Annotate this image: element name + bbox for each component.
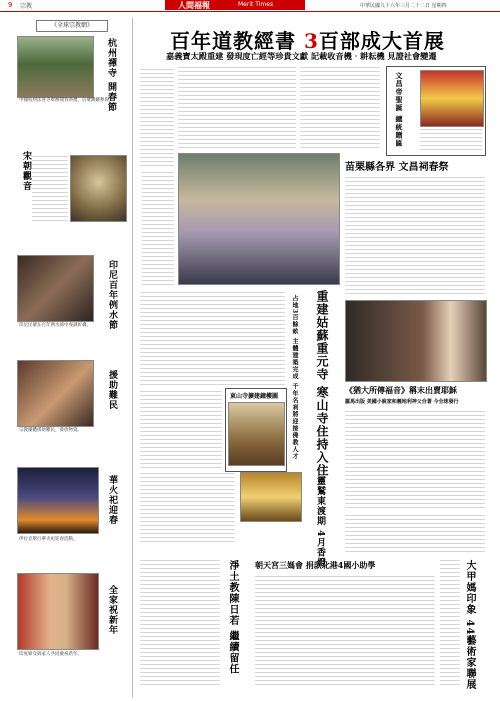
story-judas-subheadline: 羅馬出版 美國小說家和義地利神父合著 今全球發行 xyxy=(345,399,459,405)
photo-fire-festival xyxy=(17,467,99,534)
photo-plaque-ceremony xyxy=(420,70,484,127)
photo-refugee-aid xyxy=(17,360,94,427)
text-block-guanyin xyxy=(32,153,68,221)
story-lingjiu-text xyxy=(140,472,235,542)
sidebar-title-2: 宋朝觀音 xyxy=(21,151,31,191)
story-jingtu-headline: 淨土教陳日若 繼續留任 xyxy=(227,560,238,675)
main-subheadline: 嘉義寶太殿重建 發現度亡經等珍貴文獻 記載收音機‧耕耘機 見證社會變遷 xyxy=(166,51,437,61)
photo-judas-book xyxy=(345,300,487,382)
main-story-text-4 xyxy=(142,170,174,285)
section-label: 宗教 xyxy=(20,3,33,10)
main-story-text-3 xyxy=(140,66,174,166)
story-dajia-text xyxy=(440,560,460,685)
story-chaotian-text xyxy=(255,575,435,685)
story-chongyuan-text-2 xyxy=(140,388,222,468)
story-miaoli-text xyxy=(345,174,485,294)
sidebar-title-1: 杭州禪寺 開春節 xyxy=(106,38,116,113)
main-headline-part-b: 百部成大首展 xyxy=(318,29,445,53)
sidebar-caption-4: 宗教團體援助難民，發放物資。 xyxy=(19,428,82,433)
sidebar-title-3: 印尼百年例水節 xyxy=(107,260,117,330)
column-title: 《全球宗教網》 xyxy=(36,20,108,32)
story-chongyuan-subheadline: 占地3百餘畝 主體建築完成 千年名剎將迎接佛教人才 xyxy=(291,295,298,461)
photo-praying-women xyxy=(17,255,94,322)
photo-monk-ceremony xyxy=(240,472,302,522)
main-story-text-1 xyxy=(178,66,296,148)
main-headline-part-a: 百年道教經書 xyxy=(170,29,296,53)
page-number: 9 xyxy=(8,1,13,9)
sidebar-title-4: 援助難民 xyxy=(107,370,117,410)
main-headline-number: 3 xyxy=(303,29,319,53)
sidebar-caption-1: 中國杭州法喜寺舉辦開春典禮，信眾踴躍參與。 xyxy=(19,98,114,103)
issue-date: 中華民國九十六年三月二十二日 星期四 xyxy=(360,3,447,9)
photo-family-newyear xyxy=(17,573,99,650)
story-jingtu-text xyxy=(140,560,220,685)
temple-rendering-title: 東山寺擴建鐘樓圖 xyxy=(230,393,279,400)
photo-temple-forest xyxy=(17,36,94,98)
wenchang-text xyxy=(420,128,482,150)
story-dajia-headline: 大甲媽印象 44藝術家聯展 xyxy=(464,560,475,691)
story-judas-headline: 《猶大所傳福音》稱末出賣耶穌 xyxy=(345,385,457,395)
photo-scripture-display xyxy=(178,153,340,285)
story-chaotian-headline: 朝天宮三媽會 捐款北港4國小助學 xyxy=(255,560,376,570)
story-chongyuan-headline: 重建姑蘇重元寺 寒山寺住持入住 xyxy=(315,290,329,478)
main-story-text-2 xyxy=(300,66,380,148)
main-headline xyxy=(170,25,445,54)
sidebar-title-6: 全家祝新年 xyxy=(107,585,117,635)
sidebar-caption-5: 伊拉克舉行華火祀迎春活動。 xyxy=(19,537,78,542)
story-miaoli-headline: 苗栗縣各界 文昌祠春祭 xyxy=(345,162,449,173)
sidebar-caption-6: 印度婦女與家人共同慶祝新年。 xyxy=(19,652,82,657)
masthead-chinese: 人間福報 xyxy=(178,0,210,10)
story-chongyuan-text xyxy=(140,290,285,385)
photo-guanyin-statue xyxy=(70,155,127,222)
story-judas-text xyxy=(345,408,485,508)
sidebar-title-5: 華火祀迎春 xyxy=(107,475,117,525)
photo-temple-rendering xyxy=(228,402,285,466)
wenchang-title: 文昌帝聖誕 總統贈匾 xyxy=(395,72,404,148)
masthead-english: Merit Times xyxy=(238,1,274,8)
story-lingjiu-headline: 靈鷲東渡期 4月香燈 xyxy=(315,476,325,568)
story-judas-text-2 xyxy=(345,512,485,552)
sidebar-caption-3: 印尼民眾在百年例水節中虔誠祈禱。 xyxy=(19,323,91,328)
